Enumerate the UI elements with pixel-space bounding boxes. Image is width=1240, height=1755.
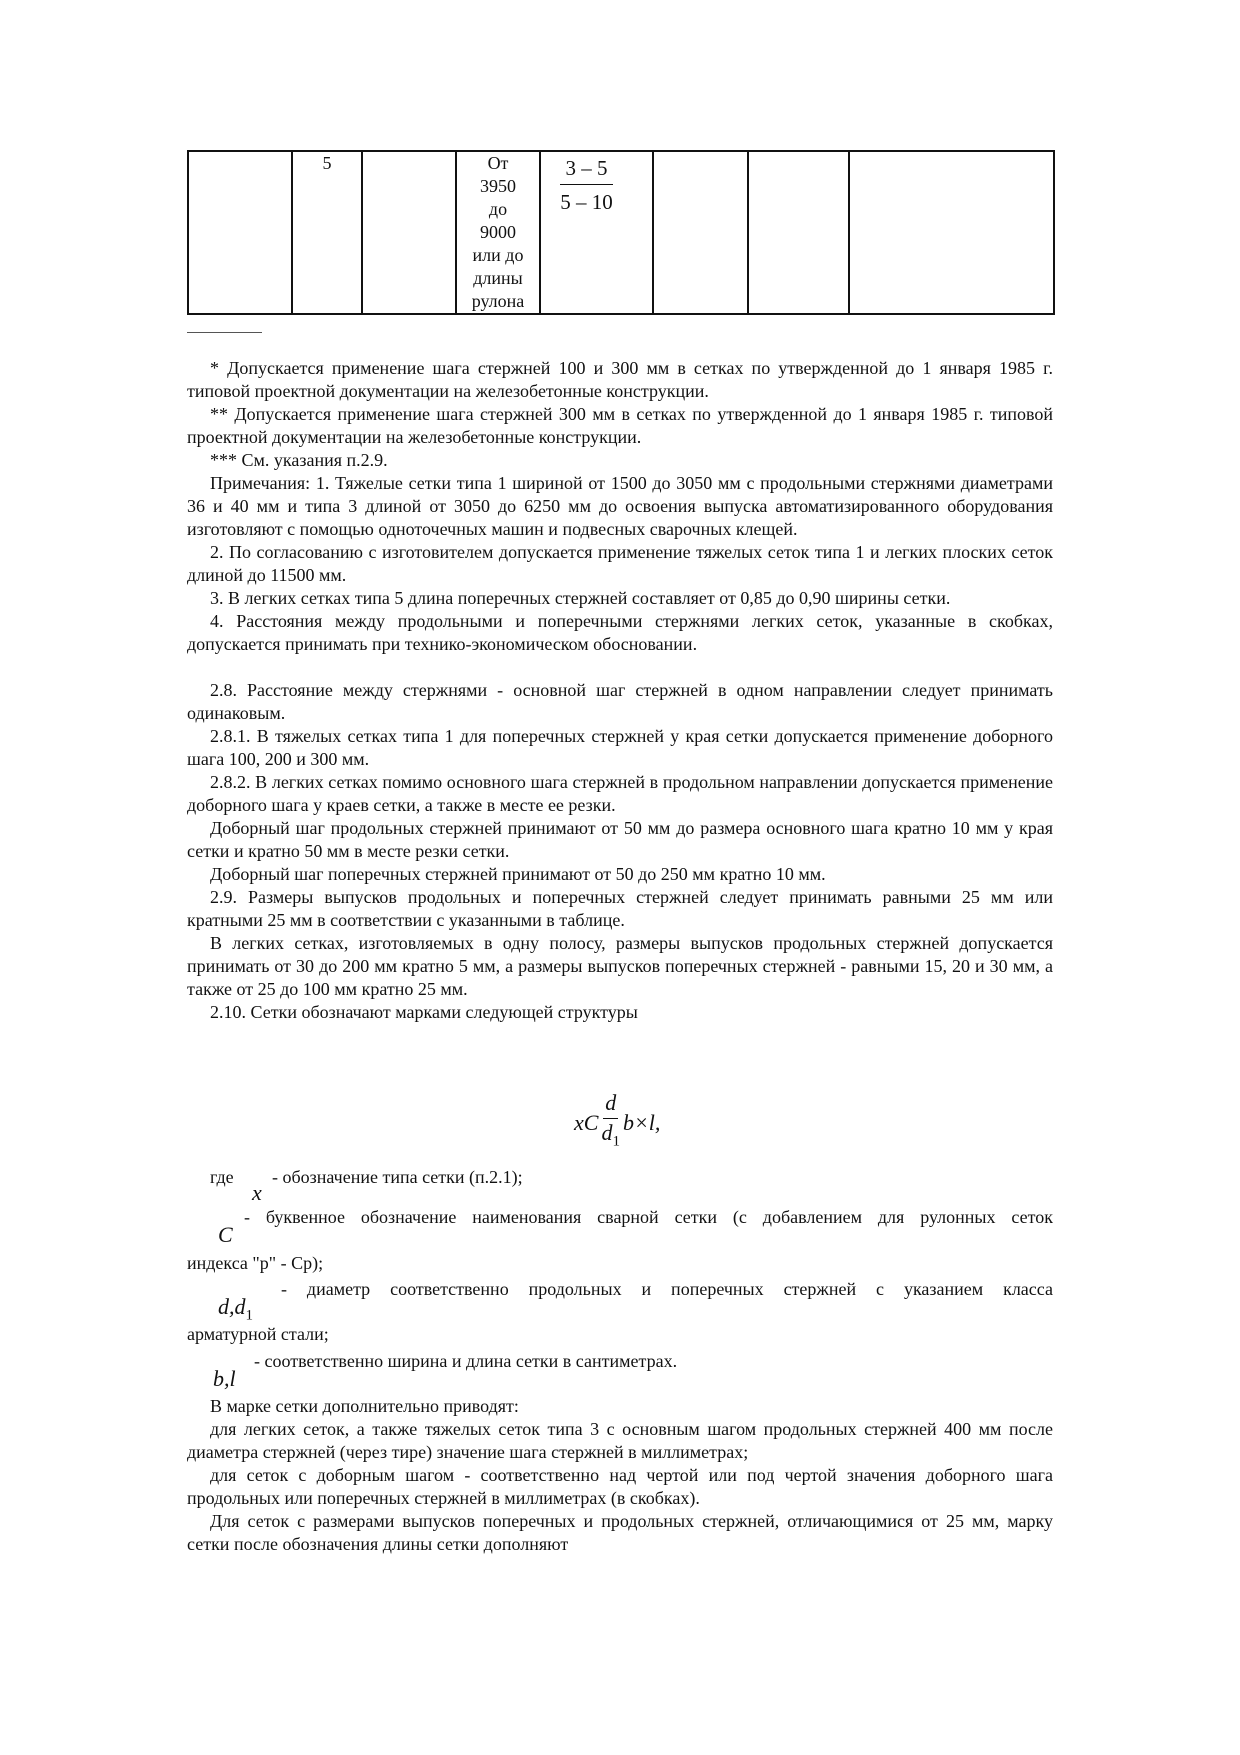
paragraph-transverse-step: Доборный шаг поперечных стержней принимают от 50 до 250 мм кратно 10 мм. xyxy=(210,864,826,884)
formula-prefix: xC xyxy=(574,1109,599,1135)
paragraph-longitudinal-step: Доборный шаг продольных стержней принимают от 50 мм до размера основного шага кратно 10 мм у края сетки и кратно 50 мм в месте резки сетки. xyxy=(187,818,1053,861)
table-row xyxy=(188,151,1054,314)
section-2-8-2: 2.8.2. В легких сетках помимо основного шага стержней в продольном направлении допускается применение доборного шага у краев сетки, а также в месте ее резки. xyxy=(187,772,1053,815)
legend-d-desc-cont: арматурной стали; xyxy=(187,1324,329,1344)
formula-denominator xyxy=(601,1119,620,1155)
paragraph-extra-step: для сеток с доборным шагом - соответственно над чертой или под чертой значения доборного шага продольных или поперечных стержней в миллиметрах (в скобках). xyxy=(187,1465,1053,1508)
legend-c-desc: - буквенное обозначение наименования сварной сетки (с добавлением для рулонных сеток xyxy=(244,1207,1053,1227)
footnote-separator xyxy=(187,332,262,333)
range-line: длины xyxy=(473,268,523,288)
legend-symbol-c: C xyxy=(218,1222,233,1247)
table-cell xyxy=(362,151,456,314)
table-cell xyxy=(188,151,292,314)
section-2-10: 2.10. Сетки обозначают марками следующей структуры xyxy=(210,1002,638,1022)
legend-symbol-d-base: d,d xyxy=(218,1294,246,1319)
footnote-2: ** Допускается применение шага стержней 300 мм в сетках по утвержденной до 1 января 1985 г. типовой проектной документации на железобетонные конструкции. xyxy=(187,404,1053,447)
fraction-numerator: 3 – 5 xyxy=(560,156,613,185)
range-line: От xyxy=(487,153,509,173)
range-line: рулона xyxy=(471,291,525,311)
note-1: Примечания: 1. Тяжелые сетки типа 1 шириной от 1500 до 3050 мм с продольными стержнями диаметрами 36 и 40 мм и типа 3 длиной от 3050 до 6250 мм до освоения выпуска автоматизированного оборудования изготовляют с помощью одноточечных машин и подвесных сварочных клещей. xyxy=(187,473,1053,539)
note-2: 2. По согласованию с изготовителем допускается применение тяжелых сеток типа 1 и легких плоских сеток длиной до 11500 мм. xyxy=(187,542,1053,585)
section-2-8: 2.8. Расстояние между стержнями - основной шаг стержней в одном направлении следует принимать одинаковым. xyxy=(187,680,1053,723)
mark-formula xyxy=(574,1090,660,1155)
legend-symbol-x: x xyxy=(252,1180,262,1205)
legend-symbol-bl: b,l xyxy=(213,1366,236,1391)
range-line: или до xyxy=(472,245,524,265)
paragraph-mark-additions: В марке сетки дополнительно приводят: xyxy=(210,1396,519,1416)
formula-numerator: d xyxy=(603,1090,618,1119)
diameter-fraction xyxy=(560,156,613,214)
body-text xyxy=(187,357,1053,1024)
formula-suffix: b×l, xyxy=(622,1109,661,1135)
legend-c-desc-cont: индекса "р" - Ср); xyxy=(187,1253,324,1273)
note-4: 4. Расстояния между продольными и поперечными стержнями легких сеток, указанные в скобках, допускается принимать при технико-экономическом обосновании. xyxy=(187,611,1053,654)
table-cell xyxy=(748,151,849,314)
table-cell-diameter-fraction xyxy=(540,151,653,314)
table-cell xyxy=(653,151,748,314)
section-2-9: 2.9. Размеры выпусков продольных и поперечных стержней следует принимать равными 25 мм или кратными 25 мм в соответствии с указанными в таблице. xyxy=(187,887,1053,930)
legend-symbol-d-sub: 1 xyxy=(245,1307,253,1324)
legend-x-desc: - обозначение типа сетки (п.2.1); xyxy=(272,1167,523,1187)
note-3: 3. В легких сетках типа 5 длина поперечных стержней составляет от 0,85 до 0,90 ширины сетки. xyxy=(210,588,951,608)
table-cell-length-range xyxy=(456,151,540,314)
range-line: 3950 xyxy=(480,176,516,196)
formula-denominator-base: d xyxy=(601,1120,613,1145)
fraction-denominator: 5 – 10 xyxy=(560,190,613,214)
footnote-1: * Допускается применение шага стержней 100 и 300 мм в сетках по утвержденной до 1 января 1985 г. типовой проектной документации на железобетонные конструкции. xyxy=(187,358,1053,401)
range-line: 9000 xyxy=(480,222,516,242)
range-line: до xyxy=(488,199,508,219)
closing-text xyxy=(187,1395,1053,1556)
formula-denominator-sub: 1 xyxy=(612,1133,620,1150)
legend-bl-desc: - соответственно ширина и длина сетки в сантиметрах. xyxy=(254,1351,678,1371)
paragraph-overhang: Для сеток с размерами выпусков поперечных и продольных стержней, отличающимися от 25 мм, марку сетки после обозначения длины сетки дополняют xyxy=(187,1511,1053,1554)
legend-d-desc: - диаметр соответственно продольных и поперечных стержней с указанием класса xyxy=(281,1279,1053,1299)
mesh-table-fragment xyxy=(187,150,1055,315)
table-cell xyxy=(849,151,1054,314)
paragraph-single-strip: В легких сетках, изготовляемых в одну полосу, размеры выпусков продольных стержней допускается принимать от 30 до 200 мм кратно 5 мм, а размеры выпусков поперечных стержней - равными 15, 20 и 30 мм, а также от 25 до 100 мм кратно 25 мм. xyxy=(187,933,1053,999)
table-cell-mesh-type: 5 xyxy=(292,151,362,314)
legend-symbol-d xyxy=(218,1294,253,1324)
footnote-3: *** См. указания п.2.9. xyxy=(210,450,388,470)
section-2-8-1: 2.8.1. В тяжелых сетках типа 1 для поперечных стержней у края сетки допускается применение доборного шага 100, 200 и 300 мм. xyxy=(187,726,1053,769)
paragraph-light-meshes: для легких сеток, а также тяжелых сеток типа 3 с основным шагом продольных стержней 400 мм после диаметра стержней (через тире) значение шага стержней в миллиметрах; xyxy=(187,1419,1053,1462)
legend-where: где xyxy=(210,1167,234,1187)
formula-fraction xyxy=(601,1090,620,1155)
